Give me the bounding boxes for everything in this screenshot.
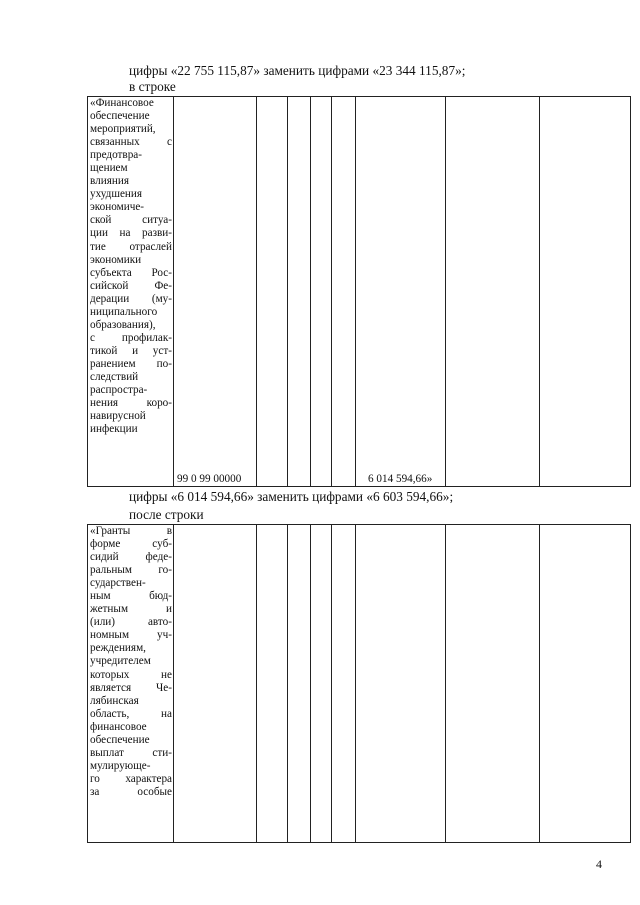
empty-cell <box>332 525 356 843</box>
row-name-line: связанных с <box>90 136 172 149</box>
row-name-line: мулирующе- <box>90 759 151 772</box>
row-name-cell <box>88 525 174 843</box>
empty-cell <box>174 525 257 843</box>
row-name-line: ской ситуа- <box>90 214 172 227</box>
row-name-line: субъекта Рос- <box>90 266 172 279</box>
row-name-line: сийской Фе- <box>90 279 172 292</box>
empty-cell <box>540 525 631 843</box>
row-name-line: нения коро- <box>90 397 172 410</box>
row-name-line: область, на <box>90 707 172 720</box>
empty-cell <box>288 525 311 843</box>
row-name-line: ным бюд- <box>90 590 172 603</box>
empty-cell <box>257 97 288 487</box>
row-name-line: тикой и уст- <box>90 344 172 357</box>
row-name-line: жетным и <box>90 603 172 616</box>
row-name-line: влияния <box>90 175 129 188</box>
row-name-line: навирусной <box>90 410 146 423</box>
empty-cell <box>446 525 540 843</box>
empty-cell <box>257 525 288 843</box>
row-name-line: обеспечение <box>90 733 150 746</box>
page-number: 4 <box>596 857 602 871</box>
empty-cell <box>540 97 631 487</box>
row-name-line: ральным го- <box>90 564 172 577</box>
row-name-line: является Че- <box>90 681 172 694</box>
row-name-line: следствий <box>90 370 139 383</box>
budget-table-2 <box>87 524 631 843</box>
row-name-line: сударствен- <box>90 577 146 590</box>
row-name-line: лябинская <box>90 694 139 707</box>
row-name-line: выплат сти- <box>90 746 172 759</box>
row-name-line: реждениям, <box>90 642 146 655</box>
row-name-line: распростра- <box>90 384 148 397</box>
row-name-line: номным уч- <box>90 629 172 642</box>
row-name-line: за особые <box>90 785 172 798</box>
text-line-amount-change-2: цифры «6 014 594,66» заменить цифрами «6 603 594,66»; <box>129 489 454 504</box>
text-line-amount-change-1: цифры «22 755 115,87» заменить цифрами «23 344 115,87»; <box>129 63 466 78</box>
empty-cell <box>332 97 356 487</box>
row-name-line: финансовое <box>90 720 147 733</box>
row-name-line: го характера <box>90 772 172 785</box>
row-name-line: предотвра- <box>90 149 142 162</box>
row-name-line: обеспечение <box>90 110 150 123</box>
row-name-line: «Гранты в <box>90 525 172 537</box>
row-name-cell <box>88 97 174 487</box>
row-name-line: которых не <box>90 668 172 681</box>
empty-cell <box>446 97 540 487</box>
row-name-line: образования), <box>90 318 156 331</box>
budget-table-1 <box>87 96 631 487</box>
row-name-line: сидий феде- <box>90 551 172 564</box>
row-name-line: с профилак- <box>90 331 172 344</box>
empty-cell <box>356 525 446 843</box>
row-name-line: мероприятий, <box>90 123 156 136</box>
amount-cell: 6 014 594,66» <box>356 97 446 487</box>
row-name-line: «Финансовое <box>90 97 154 109</box>
row-name-line: ухудшения <box>90 188 143 201</box>
row-name-line: ции на разви- <box>90 227 172 240</box>
row-name-line: ниципального <box>90 305 158 318</box>
row-name-line: экономиче- <box>90 201 145 214</box>
row-name-line: учредителем <box>90 655 151 668</box>
row-name-line: (или) авто- <box>90 616 172 629</box>
row-name-line: дерации (му- <box>90 292 172 305</box>
row-name-line: ранением по- <box>90 357 172 370</box>
row-name-line: щением <box>90 162 128 175</box>
row-name-line: форме суб- <box>90 538 172 551</box>
target-code-cell: 99 0 99 00000 <box>174 97 257 487</box>
empty-cell <box>311 525 332 843</box>
text-line-after-row: после строки <box>129 507 204 522</box>
empty-cell <box>288 97 311 487</box>
row-name-line: тие отраслей <box>90 240 172 253</box>
text-line-in-row: в строке <box>129 79 176 94</box>
row-name-line: инфекции <box>90 423 138 436</box>
row-name-line: экономики <box>90 253 142 266</box>
empty-cell <box>311 97 332 487</box>
